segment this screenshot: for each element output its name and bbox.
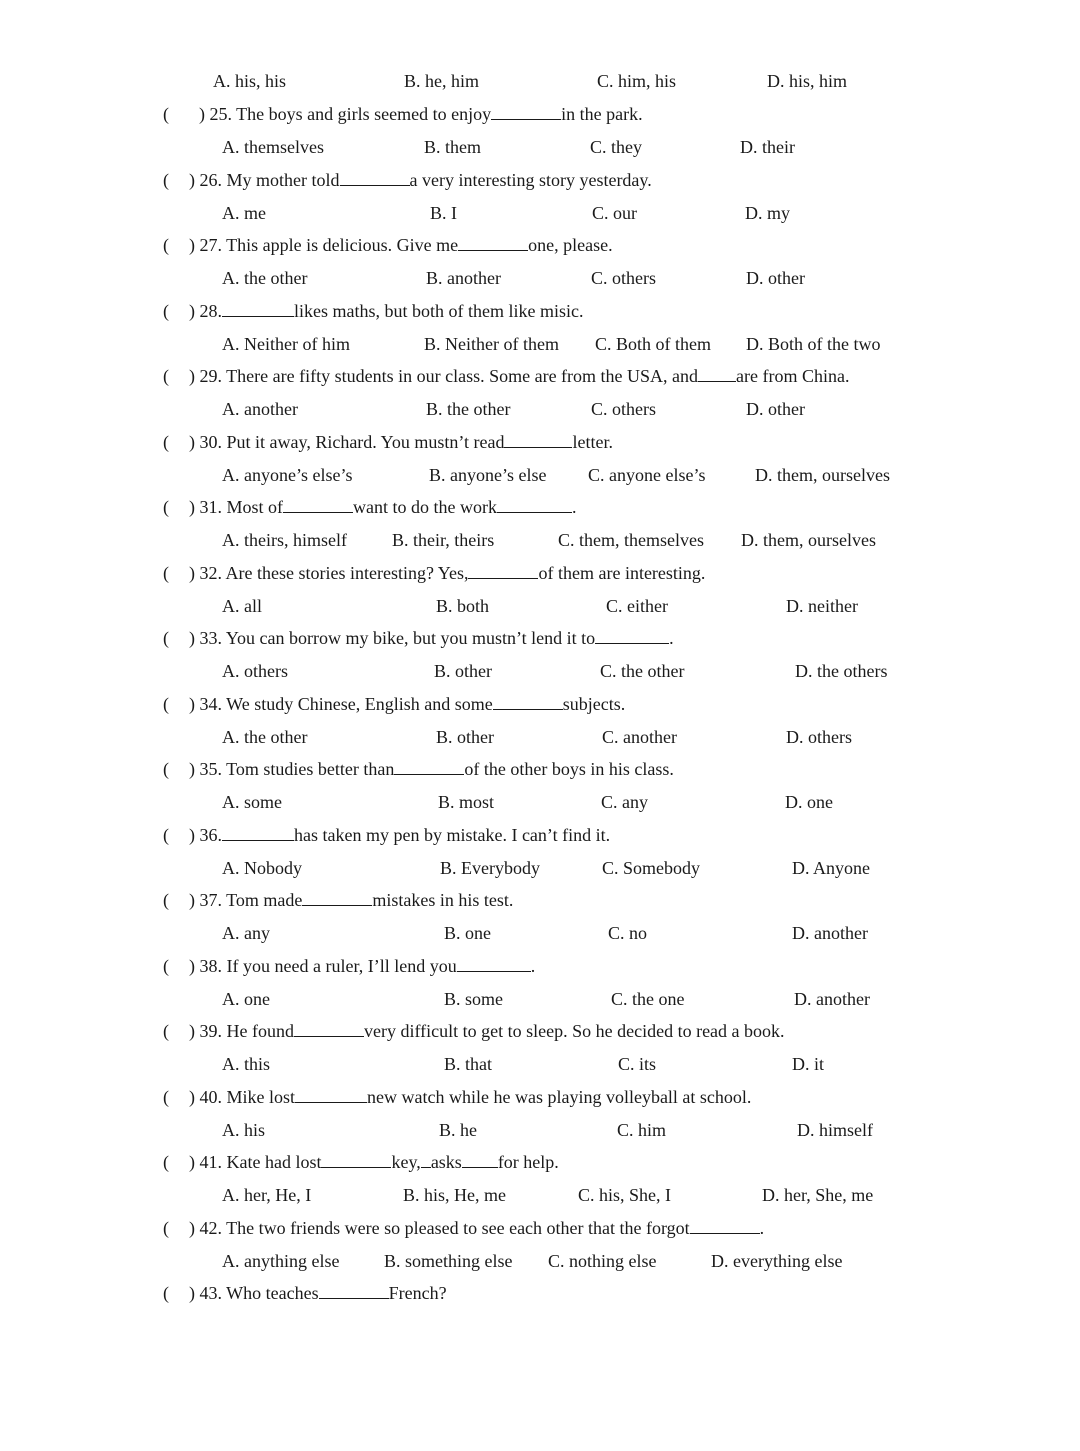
q36-option-d[interactable]: D. Anyone <box>792 858 870 878</box>
q37-option-c[interactable]: C. no <box>608 923 648 943</box>
q42-option-b[interactable]: B. something else <box>384 1251 513 1271</box>
question-text: If you need a ruler, I’ll lend you <box>226 956 457 976</box>
question-text: are from China. <box>736 366 850 386</box>
question-number: ) 26. <box>189 170 227 190</box>
question-43 <box>163 1282 447 1304</box>
q33-option-a[interactable]: A. others <box>222 661 288 681</box>
question-text: mistakes in his test. <box>372 890 514 910</box>
answer-blank[interactable] <box>283 496 353 513</box>
answer-paren[interactable]: ( <box>163 104 169 124</box>
question-text: has taken my pen by mistake. I can’t find it. <box>294 825 611 845</box>
q24-option-a[interactable]: A. his, his <box>213 71 287 91</box>
question-text: very difficult to get to sleep. So he decided to read a book. <box>363 1021 785 1041</box>
answer-blank[interactable] <box>295 1086 367 1103</box>
q39-option-d[interactable]: D. it <box>792 1054 825 1074</box>
q42-option-d[interactable]: D. everything else <box>711 1251 843 1271</box>
q31-option-b[interactable]: B. their, theirs <box>392 530 495 550</box>
q32-option-b[interactable]: B. both <box>436 596 490 616</box>
q36-option-a[interactable]: A. Nobody <box>222 858 302 878</box>
question-text: of the other boys in his class. <box>464 759 674 779</box>
question-text: for help. <box>497 1152 559 1172</box>
answer-paren[interactable]: ( <box>163 563 169 583</box>
question-number: ) 28. <box>189 301 222 321</box>
question-41 <box>163 1151 559 1173</box>
q32-option-d[interactable]: D. neither <box>786 596 858 616</box>
q29-option-c[interactable]: C. others <box>591 399 656 419</box>
q28-option-a[interactable]: A. Neither of him <box>222 334 350 354</box>
q25-option-a[interactable]: A. themselves <box>222 137 324 157</box>
question-text: key, <box>391 1152 421 1172</box>
q35-option-b[interactable]: B. most <box>438 792 495 812</box>
question-text: letter. <box>572 432 613 452</box>
question-27 <box>163 234 613 256</box>
answer-blank[interactable] <box>222 824 294 841</box>
q31-option-d[interactable]: D. them, ourselves <box>741 530 876 550</box>
question-text: asks <box>430 1152 462 1172</box>
answer-blank[interactable] <box>595 627 669 644</box>
q24-option-d[interactable]: D. his, him <box>767 71 848 91</box>
question-number: ) 29. <box>189 366 227 386</box>
q26-option-d[interactable]: D. my <box>745 203 790 223</box>
q27-option-b[interactable]: B. another <box>426 268 501 288</box>
question-number: ) 25. <box>199 104 237 124</box>
answer-blank[interactable] <box>468 562 538 579</box>
answer-blank[interactable] <box>493 693 563 710</box>
question-number: ) 32. <box>189 563 226 583</box>
question-text: . <box>530 956 536 976</box>
answer-paren[interactable]: ( <box>163 956 169 976</box>
question-32 <box>163 562 705 584</box>
question-number: ) 31. <box>189 497 227 517</box>
q33-option-c[interactable]: C. the other <box>600 661 685 681</box>
q26-option-a[interactable]: A. me <box>222 203 266 223</box>
question-text: Mike lost <box>226 1087 296 1107</box>
answer-paren[interactable]: ( <box>163 432 169 452</box>
question-text: want to do the work <box>353 497 497 517</box>
question-number: ) 35. <box>189 759 227 779</box>
q35-option-c[interactable]: C. any <box>601 792 648 812</box>
question-number: ) 27. <box>189 235 227 255</box>
answer-blank[interactable] <box>504 431 572 448</box>
q37-option-b[interactable]: B. one <box>444 923 491 943</box>
question-25 <box>163 103 643 125</box>
question-number: ) 34. <box>189 694 227 714</box>
q34-option-c[interactable]: C. another <box>602 727 677 747</box>
question-text: Who teaches <box>226 1283 319 1303</box>
question-number: ) 42. <box>189 1218 227 1238</box>
question-26 <box>163 169 652 191</box>
answer-paren[interactable]: ( <box>163 1218 169 1238</box>
question-text: Kate had lost <box>226 1152 322 1172</box>
answer-paren[interactable]: ( <box>163 301 169 321</box>
question-text: Tom made <box>226 890 303 910</box>
question-text: new watch while he was playing volleyball at school. <box>367 1087 752 1107</box>
question-text: of them are interesting. <box>538 563 706 583</box>
q37-option-a[interactable]: A. any <box>222 923 270 943</box>
question-number: ) 38. <box>189 956 227 976</box>
q24-option-b[interactable]: B. he, him <box>404 71 479 91</box>
question-number: ) 33. <box>189 628 226 648</box>
q41-option-c[interactable]: C. his, She, I <box>578 1185 672 1205</box>
question-text: Most of <box>226 497 284 517</box>
question-text: subjects. <box>562 694 626 714</box>
question-text: . <box>669 628 674 648</box>
question-text: one, please. <box>528 235 613 255</box>
answer-blank[interactable] <box>491 103 561 120</box>
question-42 <box>163 1217 764 1239</box>
answer-paren[interactable]: ( <box>163 497 169 517</box>
q39-option-a[interactable]: A. this <box>222 1054 271 1074</box>
answer-blank[interactable] <box>222 300 294 317</box>
q34-option-d[interactable]: D. others <box>786 727 852 747</box>
answer-blank[interactable] <box>458 234 528 251</box>
q30-option-c[interactable]: C. anyone else’s <box>588 465 706 485</box>
question-text: He found <box>226 1021 294 1041</box>
question-37 <box>163 889 513 911</box>
q30-option-a[interactable]: A. anyone’s else’s <box>222 465 353 485</box>
q40-option-b[interactable]: B. he <box>439 1120 477 1140</box>
q41-option-d[interactable]: D. her, She, me <box>762 1185 874 1205</box>
answer-blank[interactable] <box>698 365 736 382</box>
q32-option-c[interactable]: C. either <box>606 596 668 616</box>
q35-option-a[interactable]: A. some <box>222 792 282 812</box>
answer-blank[interactable] <box>321 1151 391 1168</box>
q25-option-d[interactable]: D. their <box>740 137 795 157</box>
q25-option-c[interactable]: C. they <box>590 137 642 157</box>
question-31 <box>163 496 577 518</box>
question-text: French? <box>388 1283 447 1303</box>
question-38 <box>163 955 535 977</box>
q34-option-b[interactable]: B. other <box>436 727 494 747</box>
q28-option-c[interactable]: C. Both of them <box>595 334 711 354</box>
question-30 <box>163 431 613 453</box>
question-28 <box>163 300 583 322</box>
answer-paren[interactable]: ( <box>163 694 169 714</box>
question-text: You can borrow my bike, but you mustn’t lend it to <box>225 628 596 648</box>
answer-blank[interactable] <box>421 1151 431 1168</box>
answer-blank[interactable] <box>690 1217 760 1234</box>
question-number: ) 36. <box>189 825 222 845</box>
q42-option-a[interactable]: A. anything else <box>222 1251 340 1271</box>
answer-blank[interactable] <box>394 758 464 775</box>
answer-blank[interactable] <box>340 169 410 186</box>
q30-option-d[interactable]: D. them, ourselves <box>755 465 890 485</box>
question-36 <box>163 824 610 846</box>
answer-paren[interactable]: ( <box>163 235 169 255</box>
answer-paren[interactable]: ( <box>163 890 169 910</box>
question-number: ) 39. <box>189 1021 227 1041</box>
question-text: The boys and girls seemed to enjoy <box>236 104 492 124</box>
q33-option-d[interactable]: D. the others <box>795 661 888 681</box>
question-number: ) 41. <box>189 1152 227 1172</box>
answer-blank[interactable] <box>457 955 531 972</box>
q32-option-a[interactable]: A. all <box>222 596 262 616</box>
q29-option-a[interactable]: A. another <box>222 399 298 419</box>
question-33 <box>163 627 674 649</box>
question-text: There are fifty students in our class. Some are from the USA, and <box>226 366 699 386</box>
q28-option-d[interactable]: D. Both of the two <box>746 334 881 354</box>
q25-option-b[interactable]: B. them <box>424 137 481 157</box>
answer-blank[interactable] <box>294 1020 364 1037</box>
question-40 <box>163 1086 751 1108</box>
q26-option-c[interactable]: C. our <box>592 203 637 223</box>
answer-paren[interactable]: ( <box>163 366 169 386</box>
q29-option-b[interactable]: B. the other <box>426 399 511 419</box>
q39-option-b[interactable]: B. that <box>444 1054 492 1074</box>
answer-paren[interactable]: ( <box>163 170 169 190</box>
answer-paren[interactable]: ( <box>163 1152 169 1172</box>
q27-option-a[interactable]: A. the other <box>222 268 308 288</box>
q40-option-c[interactable]: C. him <box>617 1120 667 1140</box>
question-number: ) 30. <box>189 432 227 452</box>
question-text: The two friends were so pleased to see each other that the forgot <box>226 1218 690 1238</box>
q38-option-a[interactable]: A. one <box>222 989 270 1009</box>
question-39 <box>163 1020 785 1042</box>
answer-blank[interactable] <box>497 496 572 513</box>
question-34 <box>163 693 625 715</box>
q38-option-c[interactable]: C. the one <box>611 989 685 1009</box>
q31-option-c[interactable]: C. them, themselves <box>558 530 704 550</box>
question-text: likes maths, but both of them like misic. <box>294 301 584 321</box>
question-text: . <box>759 1218 765 1238</box>
question-text: a very interesting story yesterday. <box>409 170 652 190</box>
q37-option-d[interactable]: D. another <box>792 923 868 943</box>
question-text: We study Chinese, English and some <box>226 694 493 714</box>
question-text: This apple is delicious. Give me <box>226 235 459 255</box>
q38-option-b[interactable]: B. some <box>444 989 504 1009</box>
q30-option-b[interactable]: B. anyone’s else <box>429 465 547 485</box>
q26-option-b[interactable]: B. I <box>430 203 457 223</box>
question-29 <box>163 365 850 387</box>
q42-option-c[interactable]: C. nothing else <box>548 1251 657 1271</box>
answer-paren[interactable]: ( <box>163 1021 169 1041</box>
answer-paren[interactable]: ( <box>163 825 169 845</box>
q28-option-b[interactable]: B. Neither of them <box>424 334 559 354</box>
question-text: Are these stories interesting? Yes, <box>225 563 469 583</box>
q35-option-d[interactable]: D. one <box>785 792 833 812</box>
q40-option-d[interactable]: D. himself <box>797 1120 873 1140</box>
question-text: Put it away, Richard. You mustn’t read <box>226 432 505 452</box>
answer-paren[interactable]: ( <box>163 628 169 648</box>
q29-option-d[interactable]: D. other <box>746 399 805 419</box>
q38-option-d[interactable]: D. another <box>794 989 870 1009</box>
question-text: . <box>572 497 577 517</box>
question-35 <box>163 758 674 780</box>
question-number: ) 40. <box>189 1087 227 1107</box>
q41-option-a[interactable]: A. her, He, I <box>222 1185 312 1205</box>
q41-option-b[interactable]: B. his, He, me <box>403 1185 506 1205</box>
answer-blank[interactable] <box>462 1151 498 1168</box>
q34-option-a[interactable]: A. the other <box>222 727 308 747</box>
q36-option-b[interactable]: B. Everybody <box>440 858 540 878</box>
answer-blank[interactable] <box>302 889 372 906</box>
q36-option-c[interactable]: C. Somebody <box>602 858 701 878</box>
question-number: ) 43. <box>189 1283 227 1303</box>
q27-option-d[interactable]: D. other <box>746 268 805 288</box>
answer-paren[interactable]: ( <box>163 1283 169 1303</box>
q24-option-c[interactable]: C. him, his <box>597 71 677 91</box>
question-text: My mother told <box>226 170 340 190</box>
answer-paren[interactable]: ( <box>163 759 169 779</box>
question-text: Tom studies better than <box>226 759 395 779</box>
q27-option-c[interactable]: C. others <box>591 268 656 288</box>
q31-option-a[interactable]: A. theirs, himself <box>222 530 347 550</box>
q39-option-c[interactable]: C. its <box>618 1054 657 1074</box>
q33-option-b[interactable]: B. other <box>434 661 492 681</box>
question-number: ) 37. <box>189 890 227 910</box>
question-text: in the park. <box>561 104 643 124</box>
answer-paren[interactable]: ( <box>163 1087 169 1107</box>
answer-blank[interactable] <box>319 1282 389 1299</box>
q40-option-a[interactable]: A. his <box>222 1120 266 1140</box>
